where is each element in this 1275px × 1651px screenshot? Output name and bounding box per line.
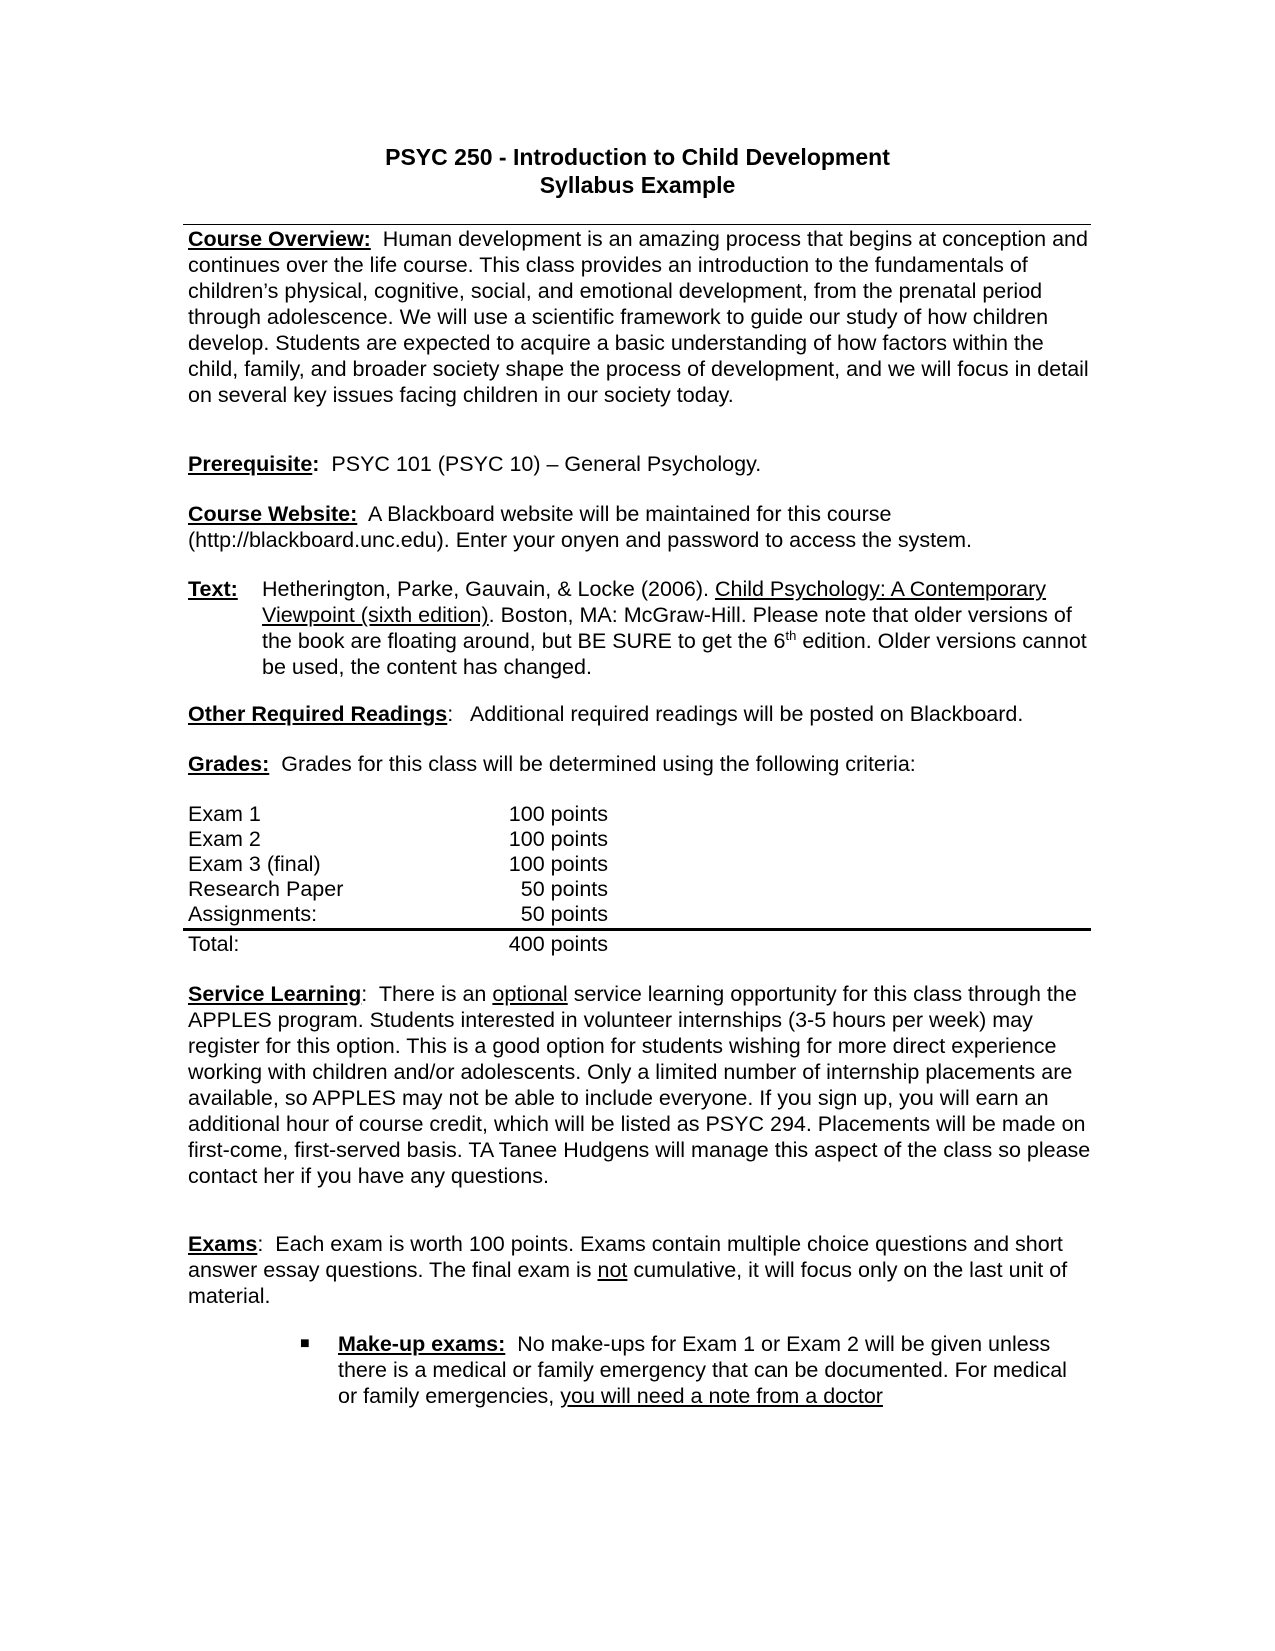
course-overview-section xyxy=(188,226,1093,408)
exams-text: cumulative, it will focus only on the last unit of material. xyxy=(188,1258,1068,1308)
course-website-text: A Blackboard website will be maintained for this course (http://blackboard.unc.edu). Enter your onyen and password to access the system. xyxy=(188,502,972,552)
textbook-edition-sup: th xyxy=(785,627,797,643)
document-subtitle: Syllabus Example xyxy=(539,172,736,198)
course-overview-text: Human development is an amazing process that begins at conception and continues over the life course. This class provides an introduction to the fundamentals of children’s physical, cognitive, social, and emotional development, from the prenatal period through adolescence. We will use a scientific framework to guide our study of how children develop. Students are expected to acquire a basic understanding of how factors within the child, family, and broader society shape the process of development, and we will focus in detail on several key issues facing children in our society today. xyxy=(188,227,1089,407)
makeup-exams-label: Make-up exams: xyxy=(338,1332,506,1356)
textbook-label: Text: xyxy=(188,577,238,601)
grades-label: Grades: xyxy=(188,752,270,776)
prerequisite-section xyxy=(188,451,1093,477)
header-divider xyxy=(183,224,1091,225)
exams-label: Exams xyxy=(188,1232,258,1256)
grade-item-name: Exam 2 xyxy=(188,827,261,851)
exams-colon: : xyxy=(257,1232,264,1256)
makeup-exams-body xyxy=(338,1331,1090,1409)
other-readings-section xyxy=(188,701,1093,727)
textbook-edition-note: edition. Older versions cannot be used, the content has changed. xyxy=(262,629,1087,679)
grade-item-points: 100 points xyxy=(508,802,608,826)
grades-section xyxy=(188,751,1093,777)
course-overview-label: Course Overview: xyxy=(188,227,371,251)
service-learning-pre: There is an xyxy=(378,982,487,1006)
exams-section xyxy=(188,1231,1093,1309)
grade-item-points: 100 points xyxy=(508,852,608,876)
service-learning-section xyxy=(188,981,1093,1189)
grade-total-points: 400 points xyxy=(508,932,608,956)
makeup-exams-text: No make-ups for Exam 1 or Exam 2 will be given unless there is a medical or family emergency that can be documented. For medical or family emergencies, xyxy=(338,1332,1067,1408)
prerequisite-label: Prerequisite xyxy=(188,452,313,476)
grade-item-points: 50 points xyxy=(520,877,608,901)
grade-item-points: 50 points xyxy=(520,902,608,926)
grade-row xyxy=(188,901,608,927)
grade-row xyxy=(188,801,608,827)
textbook-title: Child Psychology: A Contemporary Viewpoint (sixth edition) xyxy=(262,577,1046,627)
grade-item-name: Exam 3 (final) xyxy=(188,852,321,876)
textbook-details: . Boston, MA: McGraw-Hill. Please note that older versions of the book are floating around, but BE SURE to get the 6 xyxy=(262,603,1072,653)
other-readings-text: Additional required readings will be posted on Blackboard. xyxy=(469,702,1024,726)
textbook-authors: Hetherington, Parke, Gauvain, & Locke (2006). xyxy=(262,577,709,601)
grade-item-name: Research Paper xyxy=(188,877,344,901)
course-website-label: Course Website: xyxy=(188,502,358,526)
exams-pre: Each exam is worth 100 points. Exams contain multiple choice questions and short answer essay questions. The final exam is xyxy=(188,1232,1063,1282)
service-learning-colon: : xyxy=(361,982,368,1006)
exams-not: not xyxy=(597,1258,628,1282)
grade-total-name: Total: xyxy=(188,932,240,956)
grade-row xyxy=(188,876,608,902)
grade-item-name: Assignments: xyxy=(188,902,318,926)
makeup-exams-underlined: you will need a note from a doctor xyxy=(560,1384,883,1408)
service-learning-text: service learning opportunity for this class through the APPLES program. Students interested in volunteer internships (3-5 hours per week) may register for this option. This is a good option for students wishing for more direct experience working with children and/or adolescents. Only a limited number of internship placements are available, so APPLES may not be able to include everyone. If you sign up, you will earn an additional hour of course credit, which will be listed as PSYC 294. Placements will be made on first-come, first-served basis. TA Tanee Hudgens will manage this aspect of the class so please contact her if you have any questions. xyxy=(188,982,1091,1188)
textbook-body xyxy=(262,576,1092,680)
other-readings-label: Other Required Readings xyxy=(188,702,448,726)
service-learning-label: Service Learning xyxy=(188,982,362,1006)
grade-item-name: Exam 1 xyxy=(188,802,261,826)
prerequisite-text: PSYC 101 (PSYC 10) – General Psychology. xyxy=(331,452,762,476)
grade-row xyxy=(188,851,608,877)
other-readings-colon: : xyxy=(447,702,454,726)
grade-total-row xyxy=(188,931,608,957)
bullet-square-icon: ■ xyxy=(300,1335,310,1352)
grade-row xyxy=(188,826,608,852)
prerequisite-colon: : xyxy=(312,452,320,476)
service-learning-optional: optional xyxy=(492,982,568,1006)
document-title: PSYC 250 - Introduction to Child Development xyxy=(385,144,890,170)
grades-text: Grades for this class will be determined using the following criteria: xyxy=(281,752,916,776)
course-website-section xyxy=(188,501,1093,553)
grade-item-points: 100 points xyxy=(508,827,608,851)
